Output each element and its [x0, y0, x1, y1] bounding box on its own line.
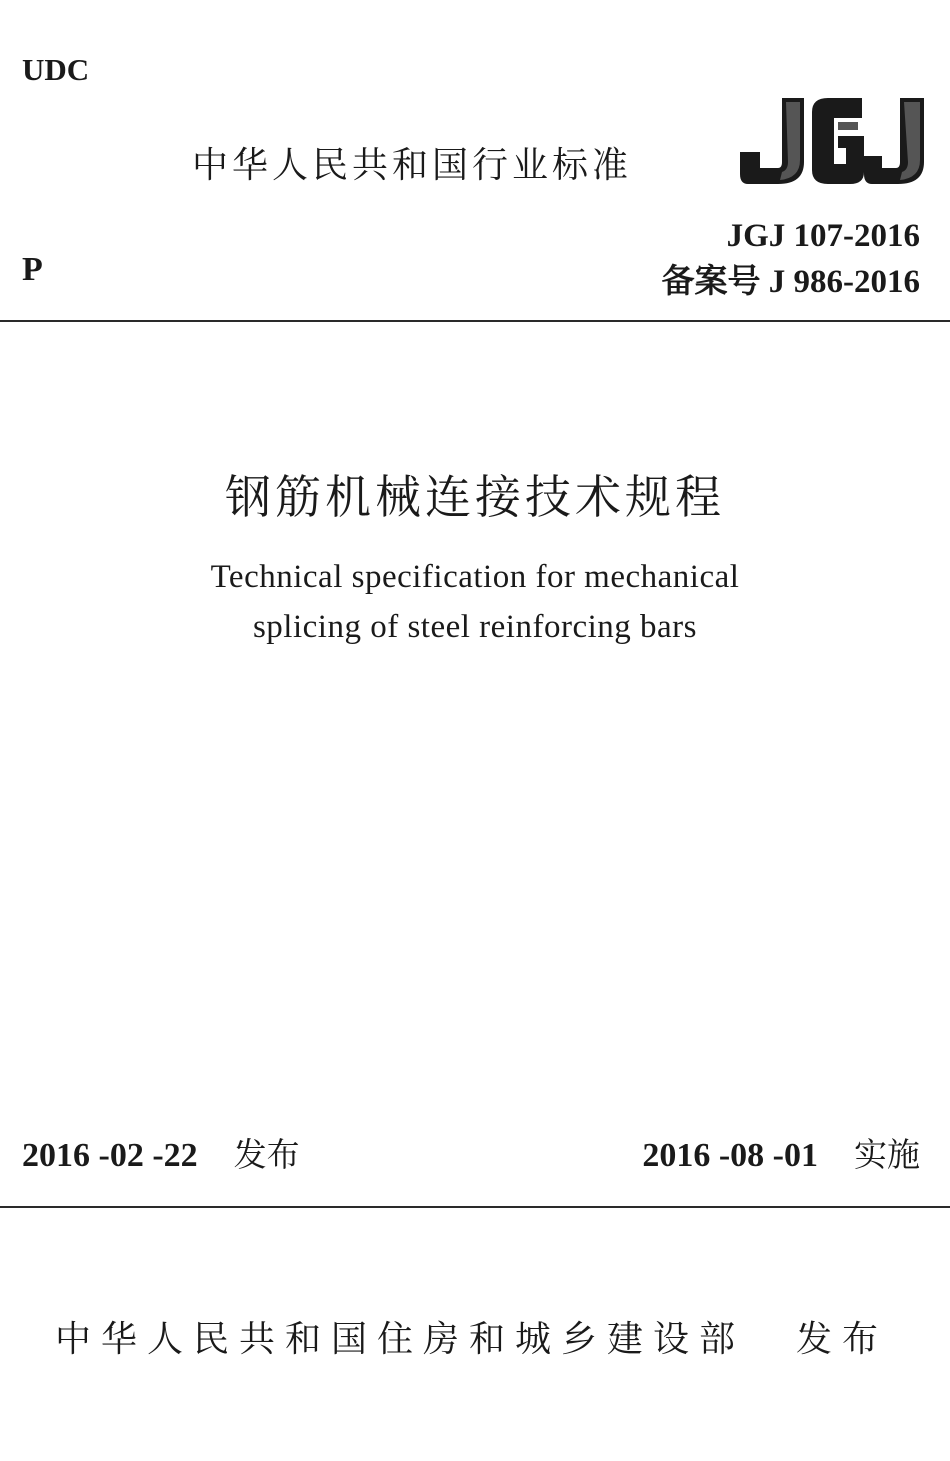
bottom-divider	[0, 1206, 950, 1208]
title-english-line2: splicing of steel reinforcing bars	[252, 609, 698, 645]
title-chinese: 钢筋机械连接技术规程	[225, 470, 725, 524]
top-divider	[0, 320, 950, 322]
issuer: 中华人民共和国住房和城乡建设部	[55, 1319, 746, 1360]
issue-date-block	[22, 1133, 300, 1178]
jgj-logo	[738, 92, 926, 188]
standard-number: JGJ 107-2016	[726, 218, 920, 254]
effective-date-block	[642, 1133, 920, 1178]
udc-label: UDC	[22, 52, 90, 87]
issue-label: 发布	[233, 1135, 300, 1174]
effective-date: 2016 -08 -01	[642, 1137, 818, 1174]
record-number: 备案号 J 986-2016	[661, 264, 920, 300]
issue-date: 2016 -02 -22	[22, 1137, 198, 1174]
title-english	[0, 552, 950, 652]
title-english-line1: Technical specification for mechanical	[210, 559, 740, 595]
classification-code: P	[22, 251, 43, 288]
standard-type: 中华人民共和国行业标准	[192, 145, 633, 186]
issuer-label: 发布	[795, 1319, 888, 1360]
effective-label: 实施	[854, 1135, 920, 1174]
